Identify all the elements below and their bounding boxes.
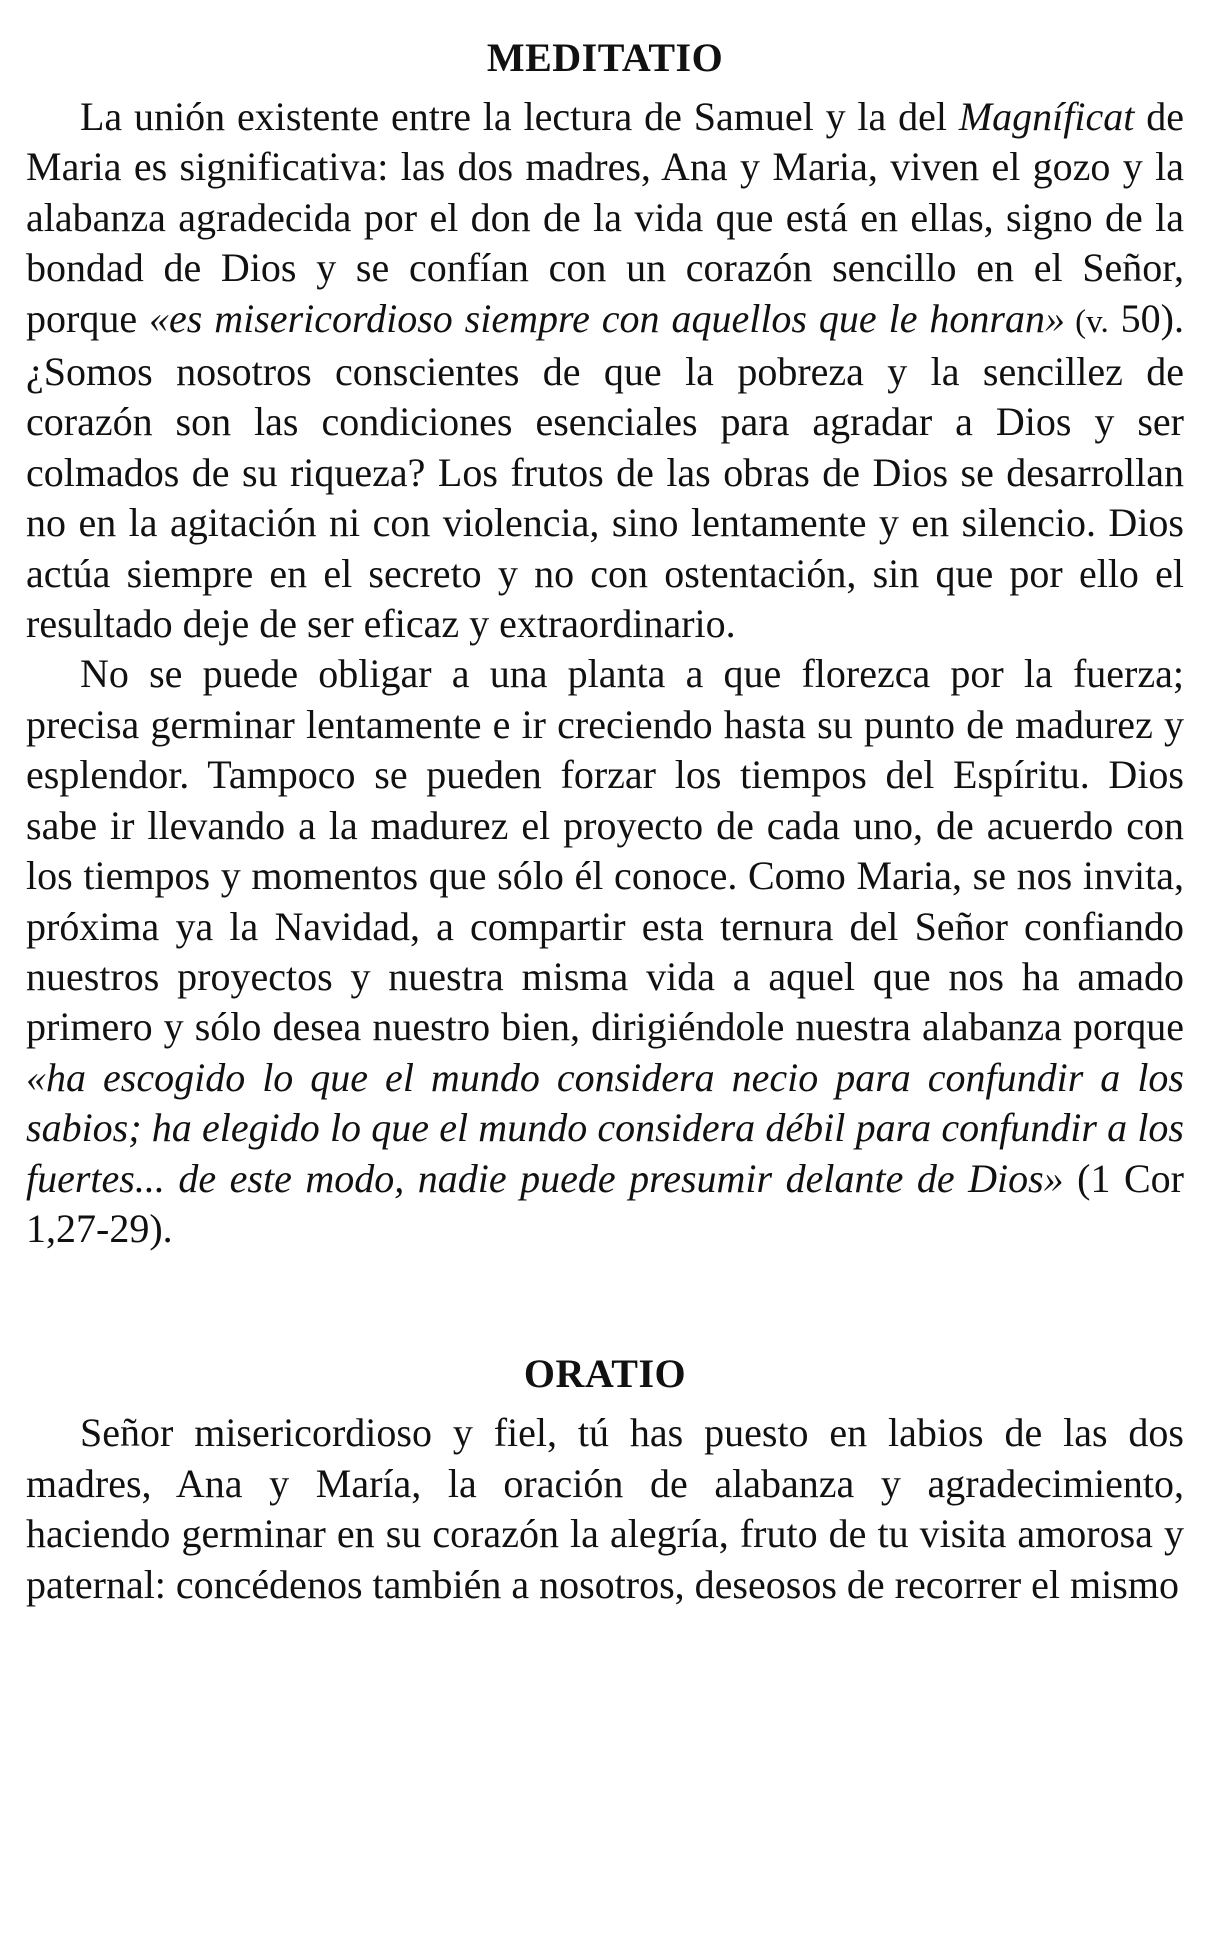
document-page <box>26 30 1184 1610</box>
meditatio-paragraph-2 <box>26 649 1184 1254</box>
italic-term: Magníficat <box>958 94 1135 139</box>
oratio-paragraph-1 <box>26 1408 1184 1610</box>
text-run: Señor misericordioso y fiel, tú has puesto en labios de las dos madres, Ana y María, la oración de alabanza y agradecimiento, haciendo germinar en su corazón la alegría, fruto de tu visita amorosa y paternal: concédenos también a nosotros, deseosos de recorrer el mismo <box>26 1410 1184 1607</box>
text-run: La unión existente entre la lectura de Samuel y la del <box>80 94 959 139</box>
meditatio-paragraph-1 <box>26 92 1184 649</box>
italic-quote: «ha escogido lo que el mundo considera necio para confundir a los sabios; ha elegido lo que el mundo considera débil para confundir a los fuertes... de este modo, nadie puede presumir delante de Dios» <box>26 1054 1184 1201</box>
meditatio-heading: MEDITATIO <box>486 35 724 80</box>
text-run: (1 Cor 1,27-29). <box>26 1155 1185 1251</box>
text-run: No se puede obligar a una planta a que florezca por la fuerza; precisa germinar lentamente e ir creciendo hasta su punto de madurez y esplendor. Tampoco se pueden forzar los tiempos del Espíritu. Dios sabe ir llevando a la madurez el proyecto de cada uno, de acuerdo con los tiempos y momentos que sólo él conoce. Como Maria, se nos invita, próxima ya la Navidad, a compartir esta ternura del Señor confiando nuestros proyectos y nuestra misma vida a aquel que nos ha amado primero y sólo desea nuestro bien, dirigiéndole nuestra alabanza porque <box>26 651 1184 1050</box>
italic-quote: «es misericordioso siempre con aquellos que le honran» <box>149 295 1065 341</box>
oratio-heading: ORATIO <box>523 1351 687 1397</box>
verse-reference: (v. <box>1064 303 1109 340</box>
text-run: de Maria es significativa: las dos madres, Ana y Maria, viven el gozo y la alabanza agradecida por el don de la vida que está en ellas, signo de la bondad de Dios y se confían con un corazón sencillo en el Señor, porque <box>26 94 1184 341</box>
text-run: 50). ¿Somos nosotros conscientes de que la pobreza y la sencillez de corazón son las condiciones esenciales para agradar a Dios y ser colmados de su riqueza? Los frutos de las obras de Dios se desarrollan no en la agitación ni con violencia, sino lentamente y en silencio. Dios actúa siempre en el secreto y no con ostentación, sin que por ello el resultado deje de ser eficaz y extraordinario. <box>26 295 1184 647</box>
